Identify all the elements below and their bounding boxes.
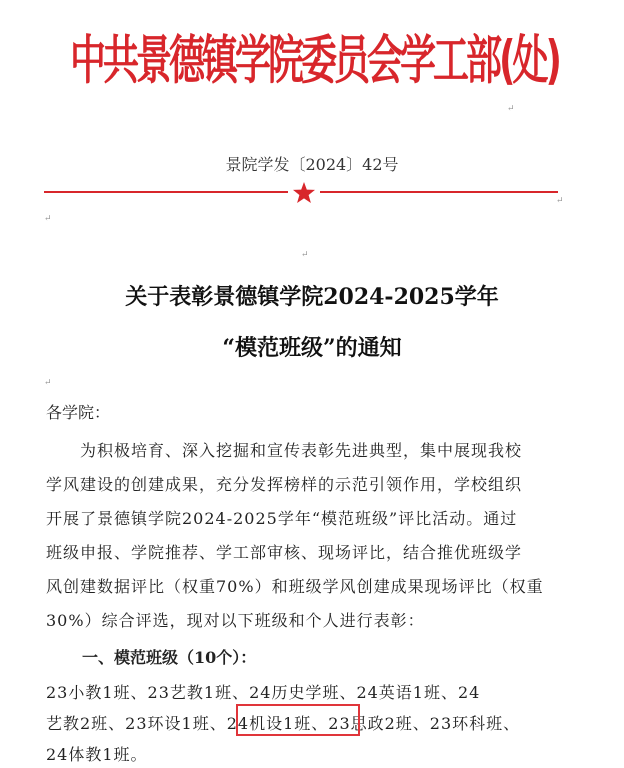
- notice-title-line1: 关于表彰景德镇学院2024-2025学年: [125, 284, 499, 310]
- paragraph-mark: ↵: [44, 378, 52, 388]
- body-line: 开展了景德镇学院2024-2025学年“模范班级”评比活动。通过: [46, 509, 518, 528]
- org-title: 中共景德镇学院委员会学工部(处): [70, 31, 559, 92]
- body-line: 风创建数据评比（权重70%）和班级学风创建成果现场评比（权重: [46, 577, 544, 596]
- section-heading: 一、模范班级（10个）：: [82, 648, 257, 667]
- body-line: 学风建设的创建成果，充分发挥榜样的示范引领作用，学校组织: [46, 475, 523, 494]
- document-number: 景院学发〔2024〕42号: [225, 155, 399, 174]
- divider-left: [44, 191, 288, 193]
- divider-right: [320, 191, 558, 193]
- body-line: 为积极培育、深入挖掘和宣传表彰先进典型，集中展现我校: [46, 441, 523, 460]
- highlight-box: [236, 704, 360, 736]
- paragraph-mark: ↵: [556, 196, 564, 206]
- class-line: 艺教2班、23环设1班、24机设1班、23思政2班、23环科班、: [46, 714, 521, 733]
- notice-title-line2: “模范班级”的通知: [222, 335, 402, 361]
- body-line: 班级申报、学院推荐、学工部审核、现场评比，结合推优班级学: [46, 543, 523, 562]
- paragraph-mark: ↵: [44, 214, 52, 224]
- salutation: 各学院：: [46, 403, 111, 422]
- class-line: 24体教1班。: [46, 745, 148, 764]
- body-line: 30%）综合评选，现对以下班级和个人进行表彰：: [46, 611, 425, 630]
- paragraph-mark: ↵: [507, 104, 515, 114]
- class-line: 23小教1班、23艺教1班、24历史学班、24英语1班、24: [46, 683, 481, 702]
- paragraph-mark: ↵: [301, 250, 309, 260]
- star-icon: [292, 181, 316, 205]
